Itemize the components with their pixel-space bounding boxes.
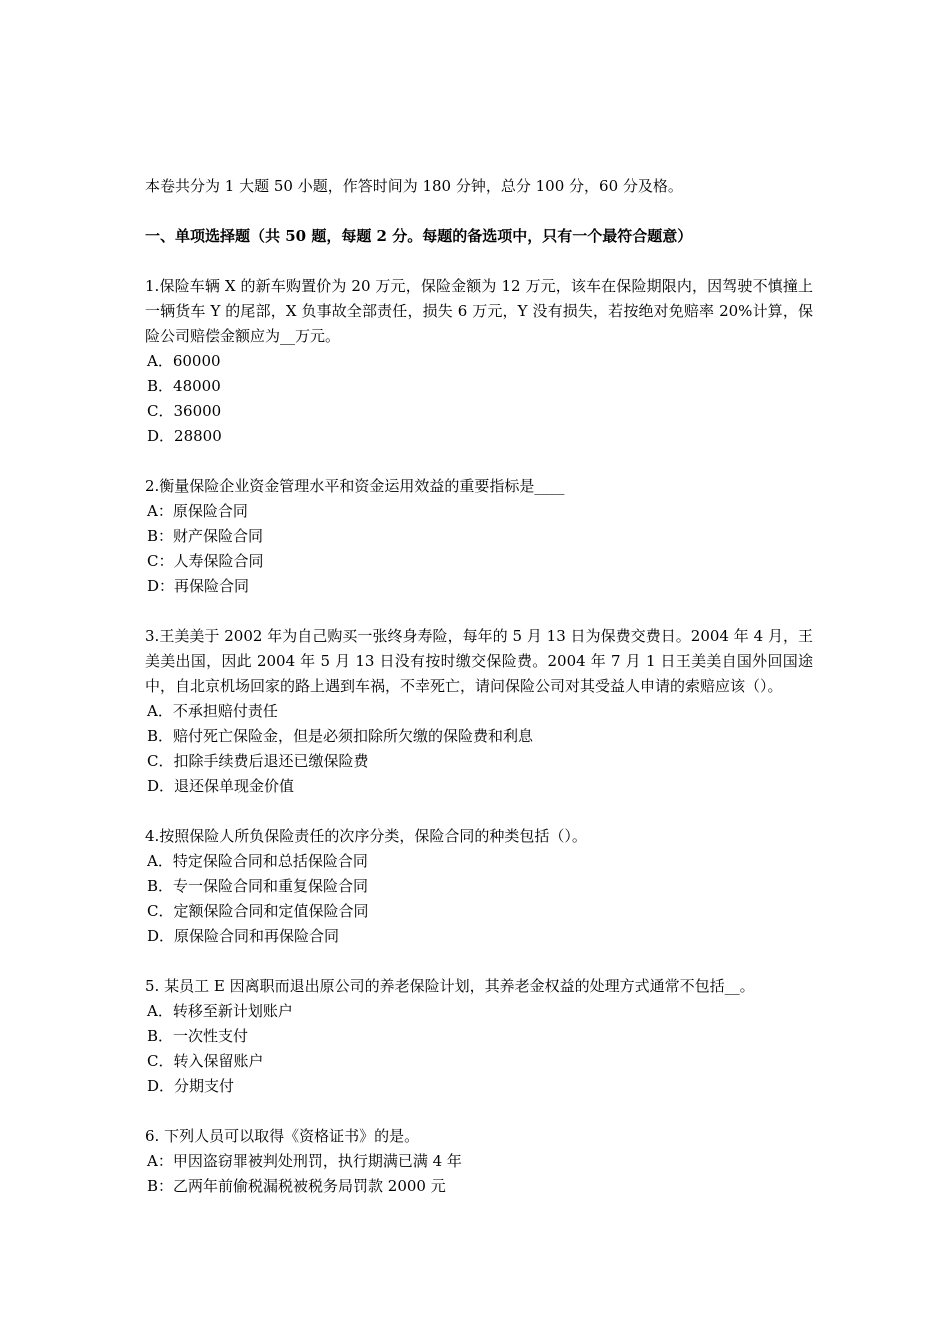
question-6 — [145, 1124, 813, 1199]
question-stem: 1.保险车辆 X 的新车购置价为 20 万元，保险金额为 12 万元，该车在保险期限内，因驾驶不慎撞上一辆货车 Y 的尾部，X 负事故全部责任，损失 6 万元，Y 没有损失，若按绝对免赔率 20%计算，保险公司赔偿金额应为__万元。 — [145, 277, 813, 345]
option-d: D：再保险合同 — [147, 577, 250, 595]
question-stem: 2.衡量保险企业资金管理水平和资金运用效益的重要指标是____ — [145, 477, 565, 495]
option-a: A．转移至新计划账户 — [147, 1002, 293, 1020]
question-2 — [145, 474, 813, 599]
option-b: B：财产保险合同 — [147, 527, 264, 545]
option-b: B．48000 — [147, 377, 221, 395]
section-title: 一、单项选择题（共 50 题，每题 2 分。每题的备选项中，只有一个最符合题意） — [145, 227, 693, 245]
option-c: C．定额保险合同和定值保险合同 — [147, 902, 369, 920]
option-b: B．专一保险合同和重复保险合同 — [147, 877, 369, 895]
option-c: C：人寿保险合同 — [147, 552, 264, 570]
question-stem: 5. 某员工 E 因离职而退出原公司的养老保险计划，其养老金权益的处理方式通常不包括__。 — [145, 977, 755, 995]
option-c: C．转入保留账户 — [147, 1052, 264, 1070]
question-1 — [145, 274, 813, 449]
option-a: A：甲因盗窃罪被判处刑罚，执行期满已满 4 年 — [147, 1152, 462, 1170]
question-stem: 4.按照保险人所负保险责任的次序分类，保险合同的种类包括（）。 — [145, 827, 587, 845]
option-d: D．原保险合同和再保险合同 — [147, 927, 340, 945]
option-c: C．扣除手续费后退还已缴保险费 — [147, 752, 369, 770]
option-b: B．赔付死亡保险金，但是必须扣除所欠缴的保险费和利息 — [147, 727, 534, 745]
option-a: A．特定保险合同和总括保险合同 — [147, 852, 368, 870]
exam-intro: 本卷共分为 1 大题 50 小题，作答时间为 180 分钟，总分 100 分，60 分及格。 — [145, 177, 683, 195]
question-stem: 6. 下列人员可以取得《资格证书》的是。 — [145, 1127, 420, 1145]
option-d: D．分期支付 — [147, 1077, 235, 1095]
option-b: B：乙两年前偷税漏税被税务局罚款 2000 元 — [147, 1177, 446, 1195]
document-page — [145, 174, 813, 1224]
question-5 — [145, 974, 813, 1099]
question-stem: 3.王美美于 2002 年为自己购买一张终身寿险，每年的 5 月 13 日为保费交费日。2004 年 4 月，王美美出国，因此 2004 年 5 月 13 日没有按时缴交保险费。2004 年 7 月 1 日王美美自国外回国途中，自北京机场回家的路上遇到车祸，不幸死亡，请问保险公司对其受益人申请的索赔应该（）。 — [145, 627, 813, 695]
option-c: C．36000 — [147, 402, 222, 420]
option-a: A．不承担赔付责任 — [147, 702, 278, 720]
option-b: B．一次性支付 — [147, 1027, 249, 1045]
question-3 — [145, 624, 813, 799]
option-d: D．退还保单现金价值 — [147, 777, 295, 795]
option-a: A：原保险合同 — [147, 502, 248, 520]
option-a: A．60000 — [147, 352, 221, 370]
option-d: D．28800 — [147, 427, 222, 445]
question-4 — [145, 824, 813, 949]
